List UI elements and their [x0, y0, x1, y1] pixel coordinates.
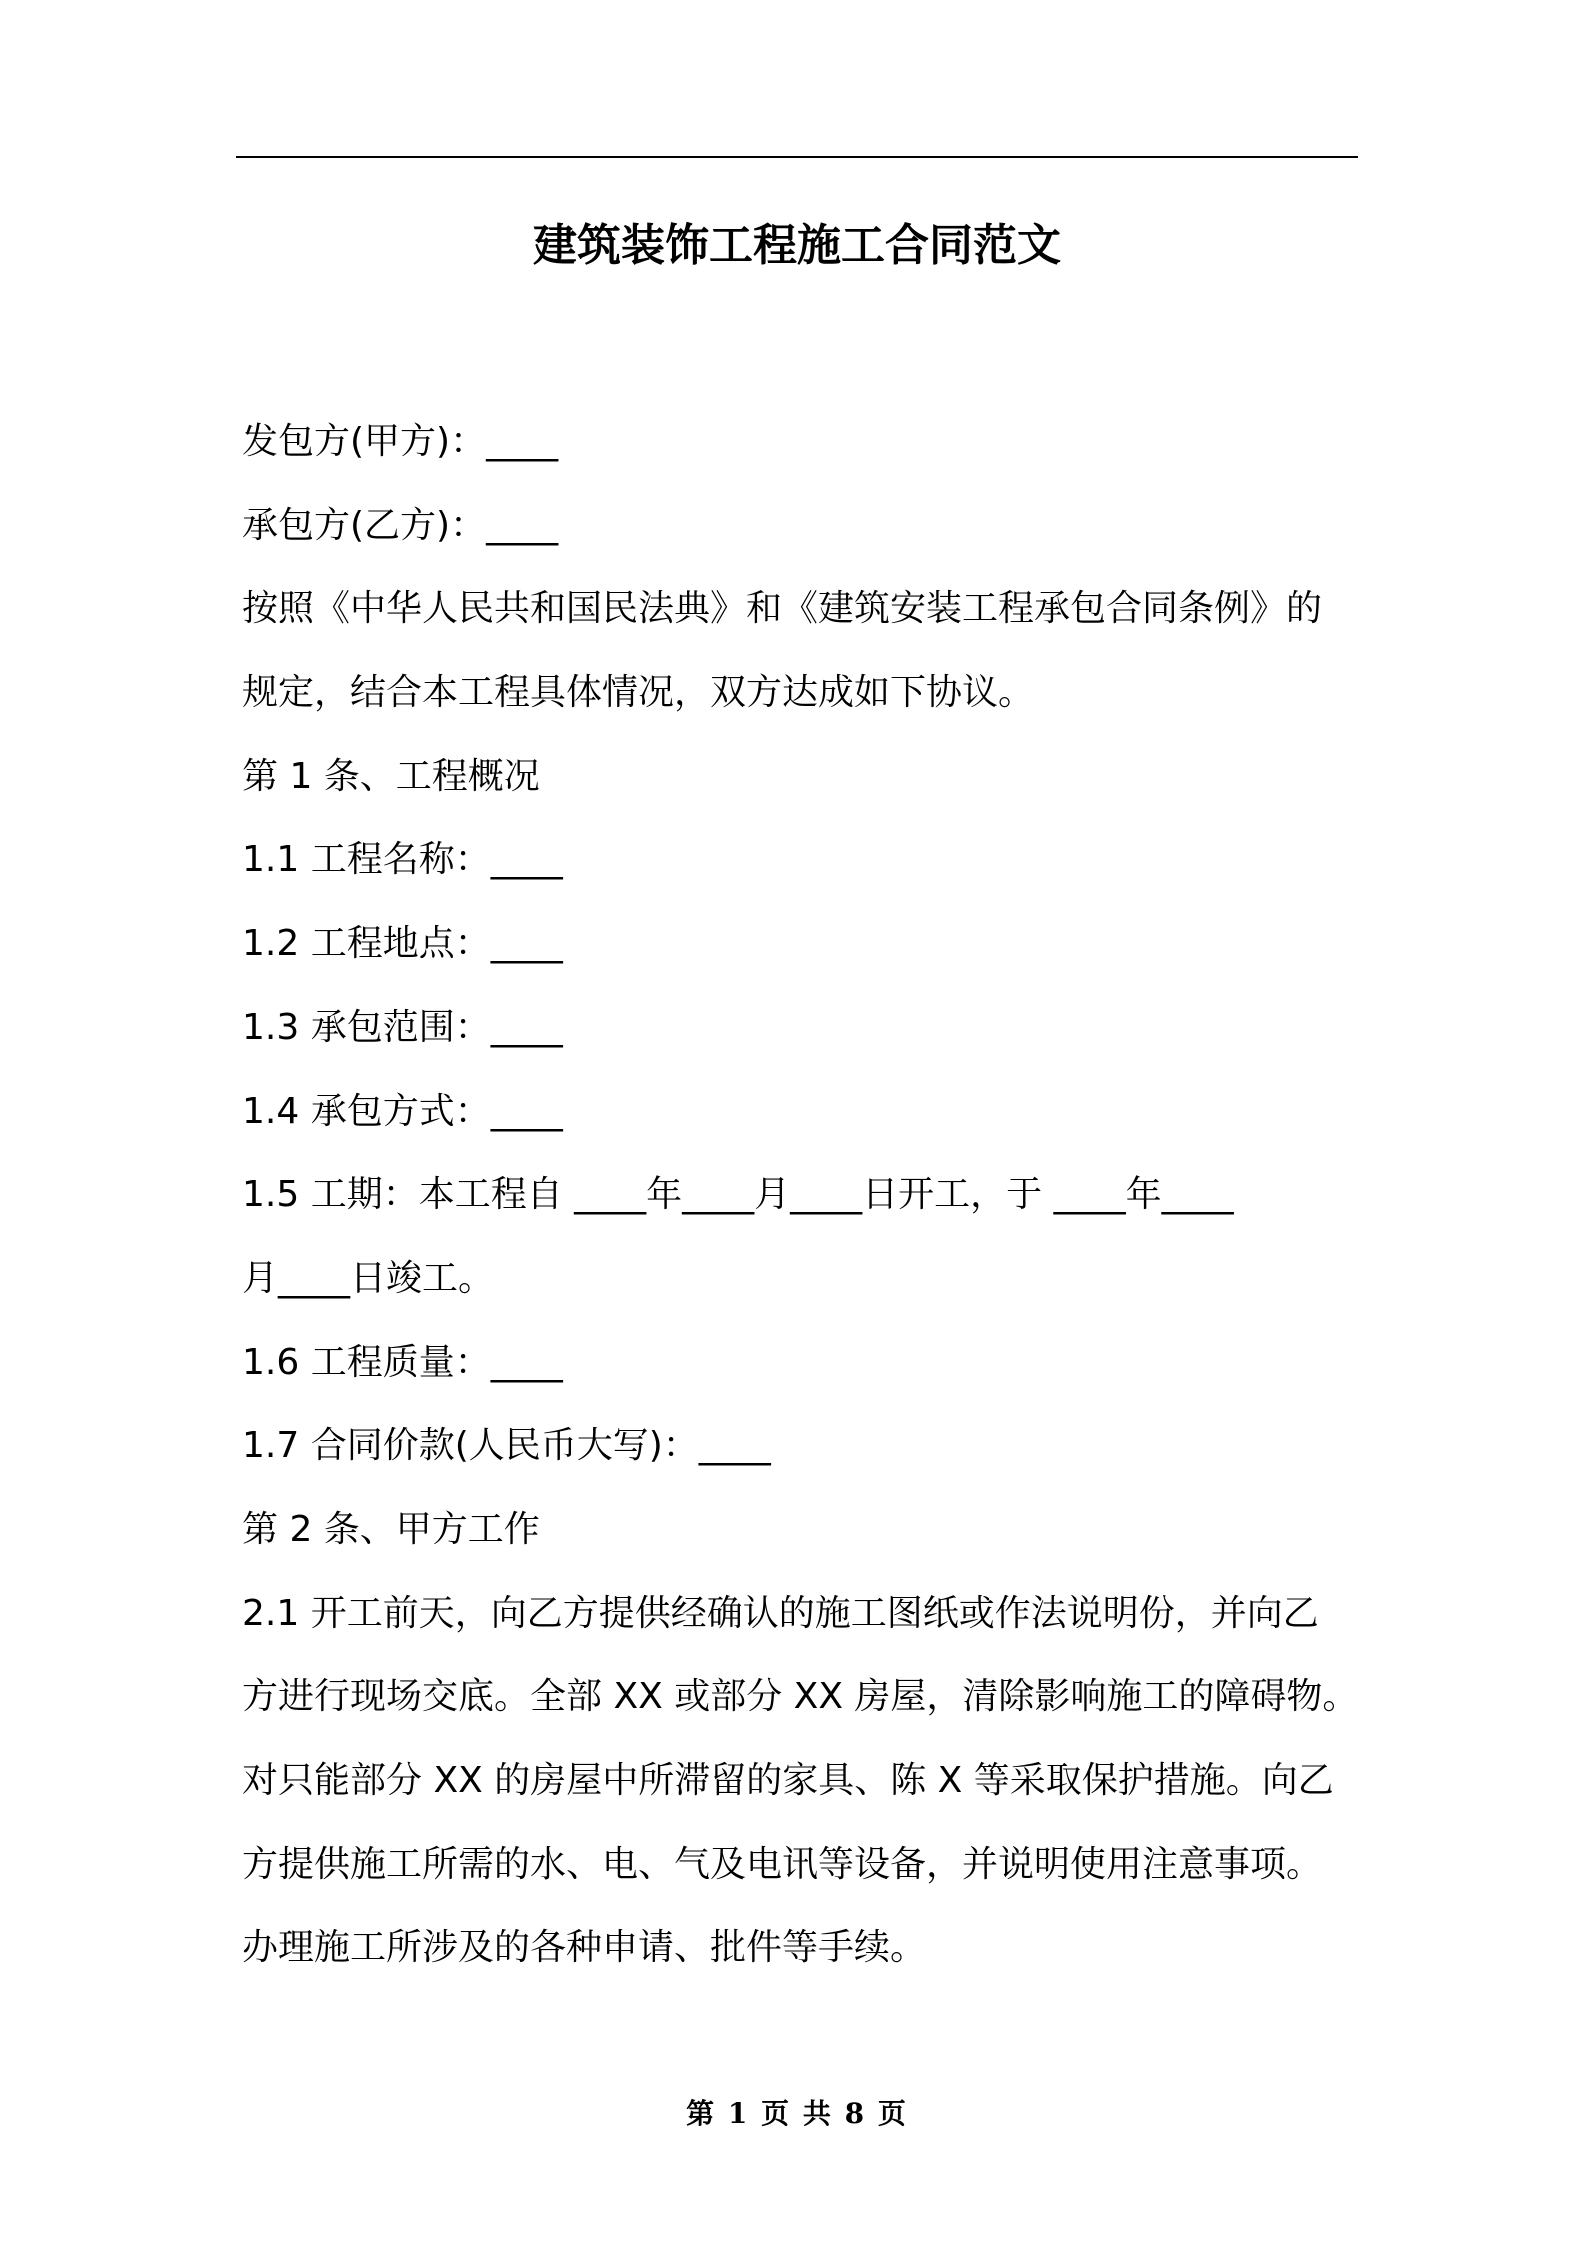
- clause-1-3: 1.3 承包范围：____: [242, 1006, 563, 1048]
- party-a-line: 发包方(甲方)：____: [242, 421, 559, 462]
- clause-1-5: 1.5 工期：本工程自 ____年____月____日开工，于 ____年____: [242, 1174, 1234, 1216]
- header-rule: [236, 156, 1358, 158]
- clause-1-7: 1.7 合同价款(人民币大写)：____: [242, 1425, 771, 1467]
- page-number-footer: 第 1 页 共 8 页: [686, 2097, 908, 2130]
- document-title: 建筑装饰工程施工合同范文: [533, 220, 1061, 271]
- article-2-heading: 第 2 条、甲方工作: [242, 1508, 540, 1550]
- article-1-heading: 第 1 条、工程概况: [242, 755, 540, 797]
- document-body: [242, 400, 1362, 1990]
- clause-2-1-continued: 方进行现场交底。全部 XX 或部分 XX 房屋，清除影响施工的障碍物。: [242, 1676, 1359, 1718]
- clause-1-1: 1.1 工程名称：____: [242, 839, 563, 881]
- clause-2-1: 2.1 开工前天，向乙方提供经确认的施工图纸或作法说明份，并向乙: [242, 1592, 1319, 1634]
- clause-2-1-continued: 方提供施工所需的水、电、气及电讯等设备，并说明使用注意事项。: [242, 1843, 1323, 1885]
- clause-2-1-continued: 对只能部分 XX 的房屋中所滞留的家具、陈 X 等采取保护措施。向乙: [242, 1760, 1334, 1801]
- clause-2-1-continued: 办理施工所涉及的各种申请、批件等手续。: [242, 1927, 927, 1969]
- preamble-line: 按照《中华人民共和国民法典》和《建筑安装工程承包合同条例》的: [242, 588, 1323, 630]
- clause-1-4: 1.4 承包方式：____: [242, 1090, 563, 1132]
- preamble-line: 规定，结合本工程具体情况，双方达成如下协议。: [242, 672, 1035, 714]
- clause-1-5-continued: 月____日竣工。: [242, 1257, 495, 1299]
- party-b-line: 承包方(乙方)：____: [242, 504, 559, 546]
- clause-1-6: 1.6 工程质量：____: [242, 1341, 563, 1383]
- clause-1-2: 1.2 工程地点：____: [242, 923, 563, 965]
